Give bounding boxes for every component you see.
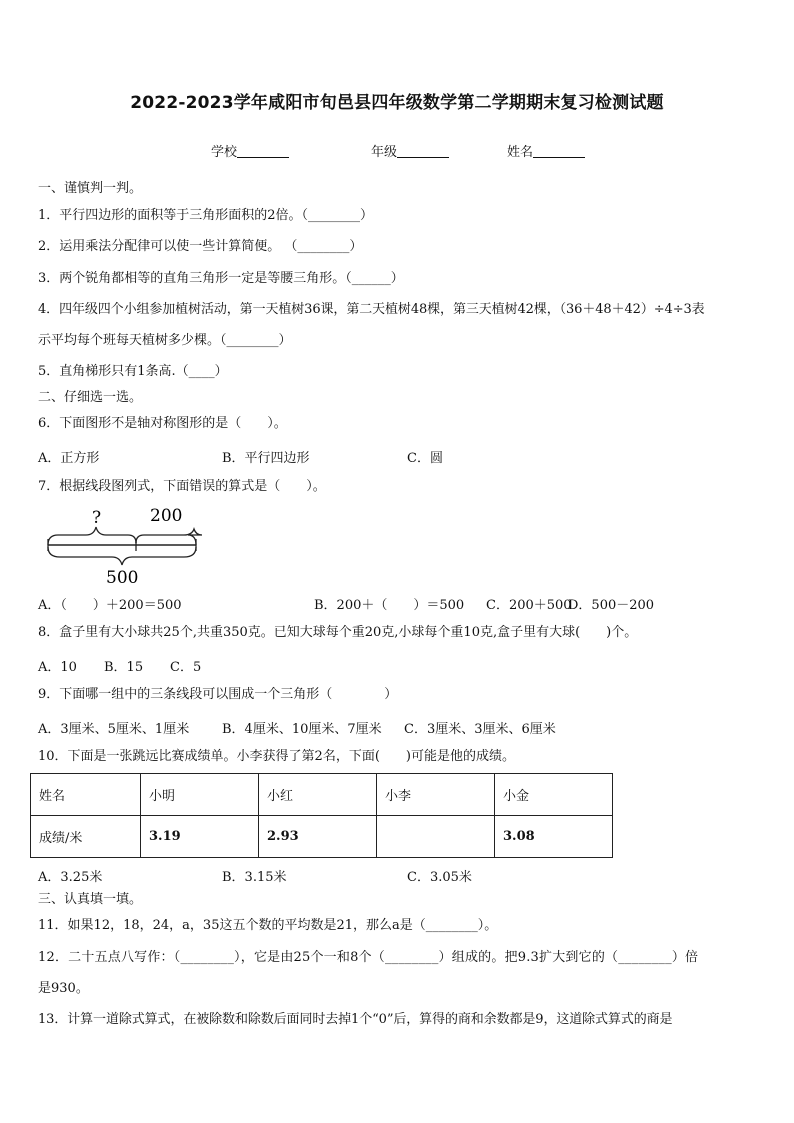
- table-header-cell: 小明: [141, 774, 259, 816]
- table-row: [31, 816, 613, 858]
- question-5: 5．直角梯形只有1条高.（____）: [38, 364, 228, 379]
- question-2: 2．运用乘法分配律可以使一些计算简便。 （________）: [38, 239, 363, 254]
- grade-label: 年级: [371, 145, 398, 160]
- question-4-line-1: 4．四年级四个小组参加植树活动，第一天植树36课，第二天植树48棵，第三天植树42棵，（36＋48＋42）÷4÷3表: [38, 302, 705, 317]
- q8-option-b[interactable]: B．15: [104, 660, 144, 675]
- q6-option-c[interactable]: C．圆: [407, 451, 443, 466]
- q7-option-c[interactable]: C．200＋500: [486, 598, 572, 613]
- q10-option-a[interactable]: A．3.25米: [38, 870, 103, 885]
- question-13: 13．计算一道除式算式，在被除数和除数后面同时去掉1个“0”后，算得的商和余数都是9，这道除式算式的商是: [38, 1012, 673, 1027]
- section-1-heading: 一、谨慎判一判。: [38, 181, 143, 196]
- diagram-total-label: 500: [106, 568, 139, 585]
- table-cell[interactable]: [377, 816, 495, 858]
- part-brace: [136, 529, 202, 545]
- question-1: 1．平行四边形的面积等于三角形面积的2倍。（________）: [38, 208, 374, 223]
- question-12-line-1: 12．二十五点八写作：（________），它是由25个一和8个（________）组成的。把9.3扩大到它的（________）倍: [38, 950, 699, 965]
- q8-option-a[interactable]: A．10: [38, 660, 77, 675]
- question-9: 9．下面哪一组中的三条线段可以围成一个三角形（ ）: [38, 687, 398, 702]
- grade-blank[interactable]: [397, 145, 449, 158]
- table-cell: 2.93: [259, 816, 377, 858]
- name-label: 姓名: [507, 145, 534, 160]
- question-10: 10．下面是一张跳远比赛成绩单。小李获得了第2名，下面( )可能是他的成绩。: [38, 749, 515, 764]
- q9-option-c[interactable]: C．3厘米、3厘米、6厘米: [404, 722, 556, 737]
- q10-option-b[interactable]: B．3.15米: [222, 870, 287, 885]
- diagram-unknown-label: ?: [92, 508, 102, 528]
- q6-option-a[interactable]: A．正方形: [38, 451, 100, 466]
- total-brace: [48, 547, 196, 565]
- q7-option-b[interactable]: B．200＋（ ）＝500: [314, 598, 465, 613]
- question-8: 8．盒子里有大小球共25个,共重350克。已知大球每个重20克,小球每个重10克,盒子里有大球( )个。: [38, 625, 638, 640]
- section-2-heading: 二、仔细选一选。: [38, 390, 143, 405]
- table-header-cell: 小李: [377, 774, 495, 816]
- table-cell: 成绩/米: [31, 816, 141, 858]
- question-7: 7．根据线段图列式，下面错误的算式是（ ）。: [38, 479, 326, 494]
- segment-diagram: [44, 503, 214, 585]
- q9-option-b[interactable]: B．4厘米、10厘米、7厘米: [222, 722, 382, 737]
- diagram-part-label: 200: [150, 506, 183, 526]
- q6-option-b[interactable]: B．平行四边形: [222, 451, 310, 466]
- grade-field[interactable]: [371, 141, 449, 160]
- q7-option-a[interactable]: A．（ ）＋200＝500: [38, 598, 182, 613]
- section-3-heading: 三、认真填一填。: [38, 892, 143, 907]
- school-blank[interactable]: [237, 145, 289, 158]
- q7-option-d[interactable]: D．500－200: [568, 598, 655, 613]
- school-label: 学校: [211, 145, 238, 160]
- unknown-brace: [48, 527, 136, 545]
- table-row: [31, 774, 613, 816]
- school-field[interactable]: [211, 141, 289, 160]
- q9-option-a[interactable]: A．3厘米、5厘米、1厘米: [38, 722, 190, 737]
- question-4-line-2: 示平均每个班每天植树多少棵。（________）: [38, 333, 292, 348]
- question-11: 11．如果12，18，24，a，35这五个数的平均数是21，那么a是（________）。: [38, 918, 498, 933]
- name-field[interactable]: [507, 141, 585, 160]
- score-table: [30, 773, 613, 858]
- table-header-cell: 小金: [495, 774, 613, 816]
- q8-option-c[interactable]: C．5: [170, 660, 202, 675]
- question-12-line-2: 是930。: [38, 981, 89, 996]
- q10-option-c[interactable]: C．3.05米: [407, 870, 472, 885]
- name-blank[interactable]: [533, 145, 585, 158]
- table-header-cell: 小红: [259, 774, 377, 816]
- table-cell: 3.19: [141, 816, 259, 858]
- table-cell: 3.08: [495, 816, 613, 858]
- table-header-cell: 姓名: [31, 774, 141, 816]
- page-title: 2022-2023学年咸阳市旬邑县四年级数学第二学期期末复习检测试题: [130, 93, 664, 113]
- question-6: 6．下面图形不是轴对称图形的是（ ）。: [38, 416, 287, 431]
- question-3: 3．两个锐角都相等的直角三角形一定是等腰三角形。（______）: [38, 271, 404, 286]
